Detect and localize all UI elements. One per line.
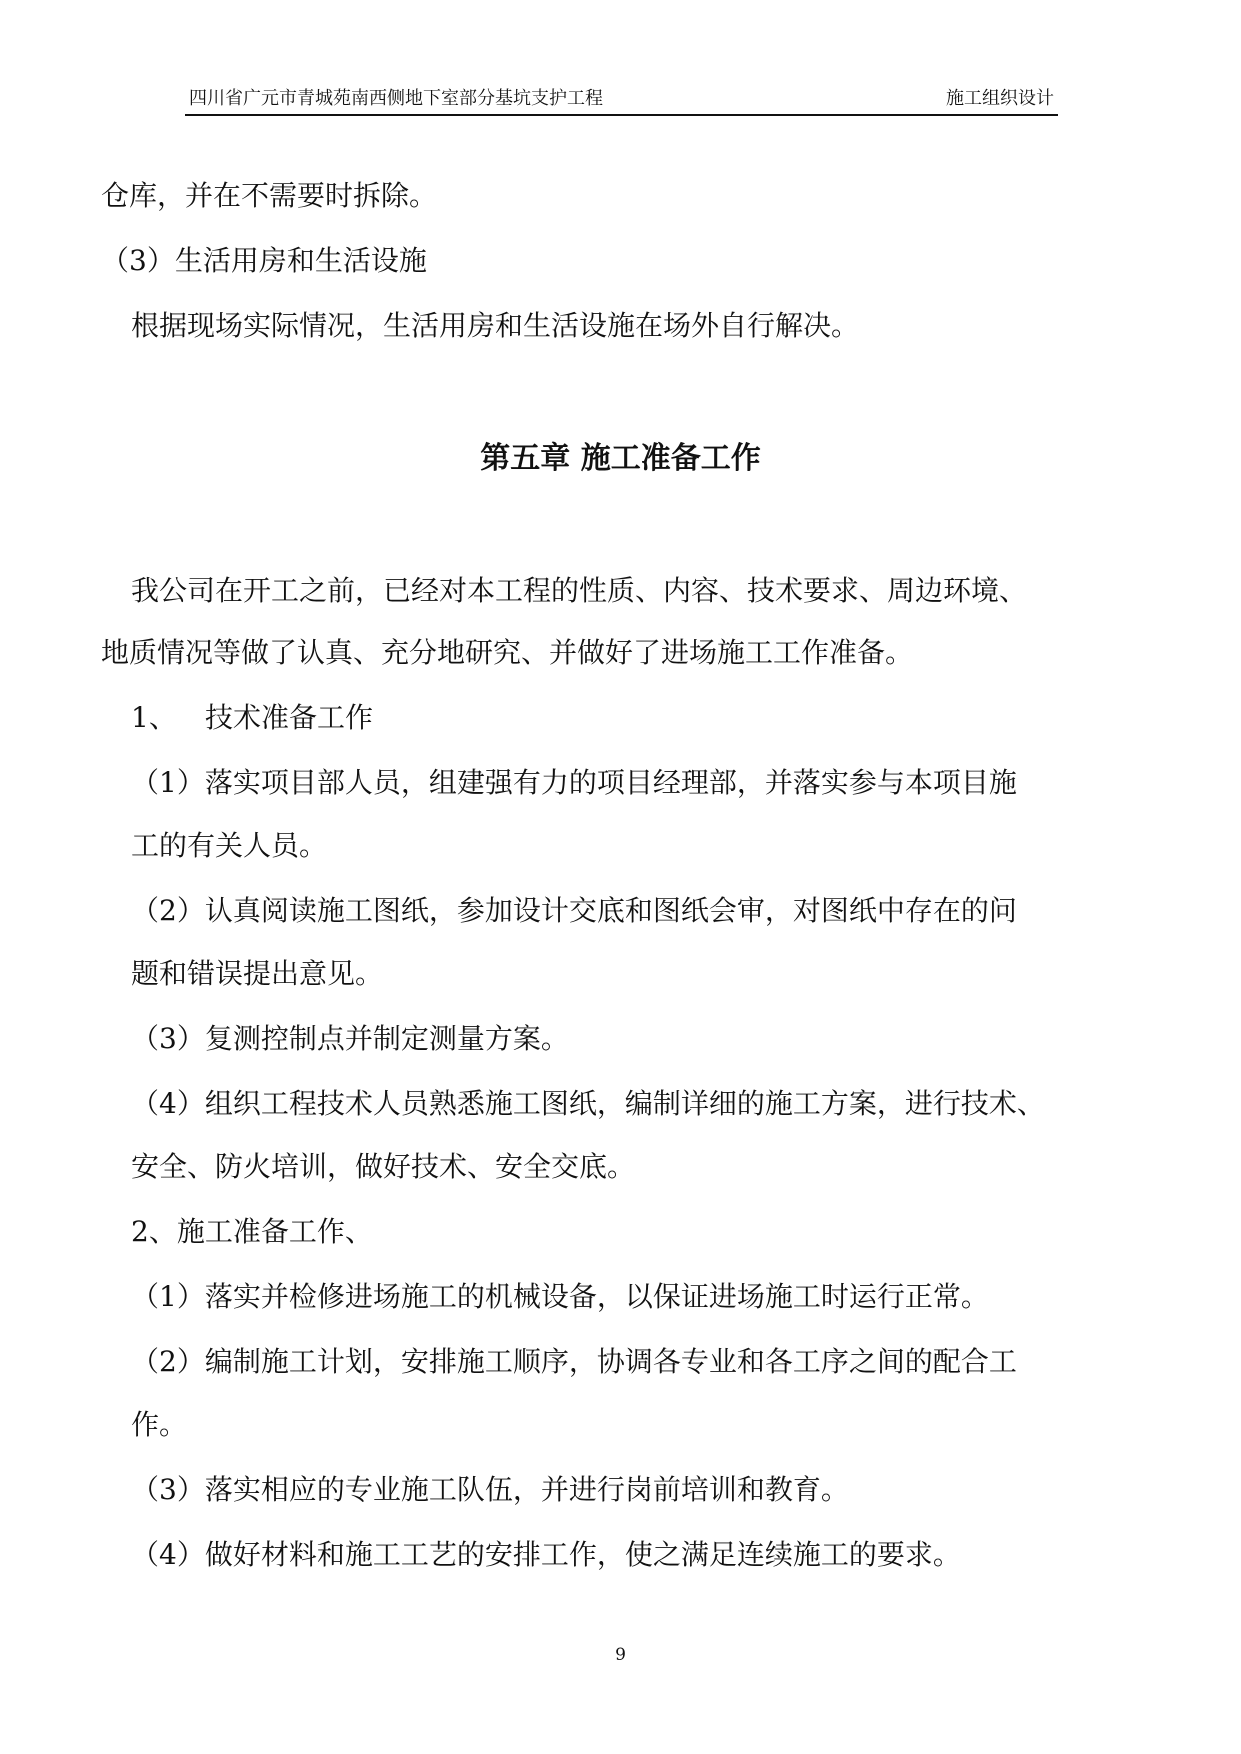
technical-item-4-line-1: （4）组织工程技术人员熟悉施工图纸，编制详细的施工方案，进行技术、 <box>131 1087 1045 1120</box>
header-document-type: 施工组织设计 <box>946 88 1054 109</box>
section-2-title: 2、施工准备工作、 <box>131 1215 373 1248</box>
section-1-number: 1、 <box>131 701 177 734</box>
technical-item-1-line-1: （1）落实项目部人员，组建强有力的项目经理部，并落实参与本项目施 <box>131 766 1017 799</box>
construction-item-2-line-1: （2）编制施工计划，安排施工顺序，协调各专业和各工序之间的配合工 <box>131 1345 1017 1378</box>
paragraph-warehouse: 仓库，并在不需要时拆除。 <box>101 179 438 212</box>
construction-item-2-line-2: 作。 <box>131 1408 188 1441</box>
technical-item-2-line-2: 题和错误提出意见。 <box>131 957 384 990</box>
section-1-title: 技术准备工作 <box>205 701 374 734</box>
paragraph-living-facilities: 根据现场实际情况，生活用房和生活设施在场外自行解决。 <box>131 309 860 342</box>
construction-item-1: （1）落实并检修进场施工的机械设备，以保证进场施工时运行正常。 <box>131 1280 989 1313</box>
subheading-living-facilities: （3）生活用房和生活设施 <box>101 244 427 277</box>
page-header <box>185 84 1058 116</box>
intro-line-2: 地质情况等做了认真、充分地研究、并做好了进场施工工作准备。 <box>101 636 914 669</box>
technical-item-4-line-2: 安全、防火培训，做好技术、安全交底。 <box>131 1150 636 1183</box>
technical-item-1-line-2: 工的有关人员。 <box>131 829 328 862</box>
technical-item-2-line-1: （2）认真阅读施工图纸，参加设计交底和图纸会审，对图纸中存在的问 <box>131 894 1017 927</box>
intro-line-1: 我公司在开工之前，已经对本工程的性质、内容、技术要求、周边环境、 <box>131 574 1028 607</box>
page-number: 9 <box>615 1645 626 1665</box>
technical-item-3: （3）复测控制点并制定测量方案。 <box>131 1022 569 1055</box>
construction-item-3: （3）落实相应的专业施工队伍，并进行岗前培训和教育。 <box>131 1473 849 1506</box>
chapter-title: 第五章 施工准备工作 <box>480 441 761 476</box>
construction-item-4: （4）做好材料和施工工艺的安排工作，使之满足连续施工的要求。 <box>131 1538 961 1571</box>
header-project-name: 四川省广元市青城苑南西侧地下室部分基坑支护工程 <box>189 88 603 109</box>
